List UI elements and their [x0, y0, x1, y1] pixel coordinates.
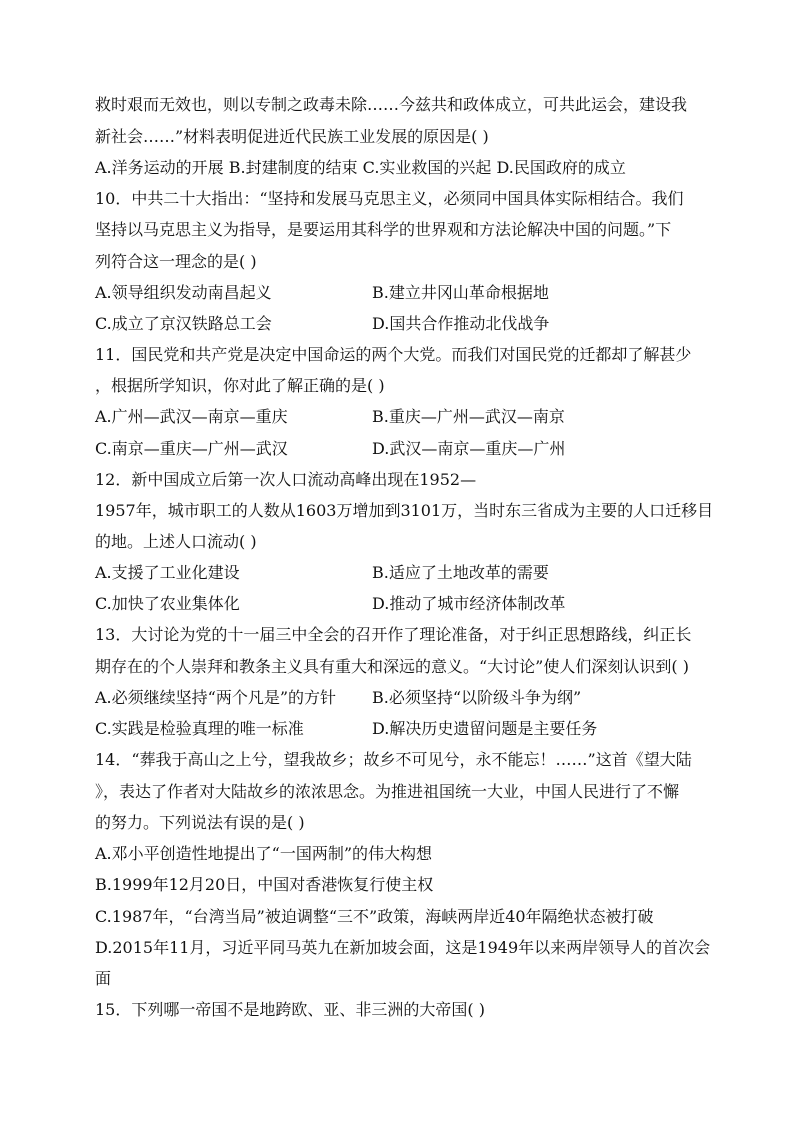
q13-stem-2: 期存在的个人崇拜和教条主义具有重大和深远的意义。“大讨论”使人们深刻认识到( ): [95, 657, 689, 676]
q13-option-a: A.必须继续坚持“两个凡是”的方针: [95, 688, 337, 707]
q13-option-b: B.必须坚持“以阶级斗争为纲”: [372, 688, 582, 707]
q11-option-c: C.南京—重庆—广州—武汉: [95, 439, 288, 458]
q12-option-a: A.支援了工业化建设: [95, 563, 240, 582]
q11-option-d: D.武汉—南京—重庆—广州: [372, 439, 566, 458]
intro-line-2: 新社会……”材料表明促进近代民族工业发展的原因是( ): [95, 127, 489, 146]
q10-option-d: D.国共合作推动北伐战争: [372, 314, 550, 333]
q10-option-a: A.领导组织发动南昌起义: [95, 283, 272, 302]
q14-option-b: B.1999年12月20日，中国对香港恢复行使主权: [95, 875, 434, 894]
q14-option-a: A.邓小平创造性地提出了“一国两制”的伟大构想: [95, 844, 433, 863]
q11-stem-2: ，根据所学知识，你对此了解正确的是( ): [95, 376, 385, 395]
q11-option-a: A.广州—武汉—南京—重庆: [95, 407, 288, 426]
q15-stem-1: 15．下列哪一帝国不是地跨欧、亚、非三洲的大帝国( ): [95, 1000, 485, 1019]
q10-stem-1: 10．中共二十大指出：“坚持和发展马克思主义，必须同中国具体实际相结合。我们: [95, 189, 684, 208]
q14-stem-1: 14．“葬我于高山之上兮，望我故乡；故乡不可见兮，永不能忘！……”这首《望大陆: [95, 750, 692, 769]
q14-stem-2: 》，表达了作者对大陆故乡的浓浓思念。为推进祖国统一大业，中国人民进行了不懈: [95, 782, 680, 801]
q10-stem-3: 列符合这一理念的是( ): [95, 252, 257, 271]
q11-stem-1: 11．国民党和共产党是决定中国命运的两个大党。而我们对国民党的迁都却了解甚少: [95, 345, 692, 364]
q10-option-c: C.成立了京汉铁路总工会: [95, 314, 272, 333]
q12-stem-3: 的地。上述人口流动( ): [95, 532, 257, 551]
q14-stem-3: 的努力。下列说法有误的是( ): [95, 813, 305, 832]
q12-option-c: C.加快了农业集体化: [95, 594, 240, 613]
q11-option-b: B.重庆—广州—武汉—南京: [372, 407, 565, 426]
intro-options: A.洋务运动的开展 B.封建制度的结束 C.实业救国的兴起 D.民国政府的成立: [95, 158, 626, 177]
q13-stem-1: 13．大讨论为党的十一届三中全会的召开作了理论准备，对于纠正思想路线，纠正长: [95, 625, 692, 644]
q12-option-d: D.推动了城市经济体制改革: [372, 594, 566, 613]
q13-option-d: D.解决历史遗留问题是主要任务: [372, 719, 598, 738]
q14-option-d-line-2: 面: [95, 969, 112, 988]
q12-option-b: B.适应了土地改革的需要: [372, 563, 549, 582]
q12-stem-1: 12．新中国成立后第一次人口流动高峰出现在1952—: [95, 470, 477, 489]
q14-option-d-line-1: D.2015年11月，习近平同马英九在新加坡会面，这是1949年以来两岸领导人的首次会: [95, 938, 711, 957]
q10-option-b: B.建立井冈山革命根据地: [372, 283, 549, 302]
intro-line-1: 救时艰而无效也，则以专制之政毒未除……今兹共和政体成立，可共此运会，建设我: [95, 95, 688, 114]
q14-option-c: C.1987年，“台湾当局”被迫调整“三不”政策，海峡两岸近40年隔绝状态被打破: [95, 907, 654, 926]
q12-stem-2: 1957年，城市职工的人数从1603万增加到3101万，当时东三省成为主要的人口迁移目: [95, 501, 714, 520]
q13-option-c: C.实践是检验真理的唯一标准: [95, 719, 304, 738]
q10-stem-2: 坚持以马克思主义为指导，是要运用其科学的世界观和方法论解决中国的问题。”下: [95, 220, 672, 239]
